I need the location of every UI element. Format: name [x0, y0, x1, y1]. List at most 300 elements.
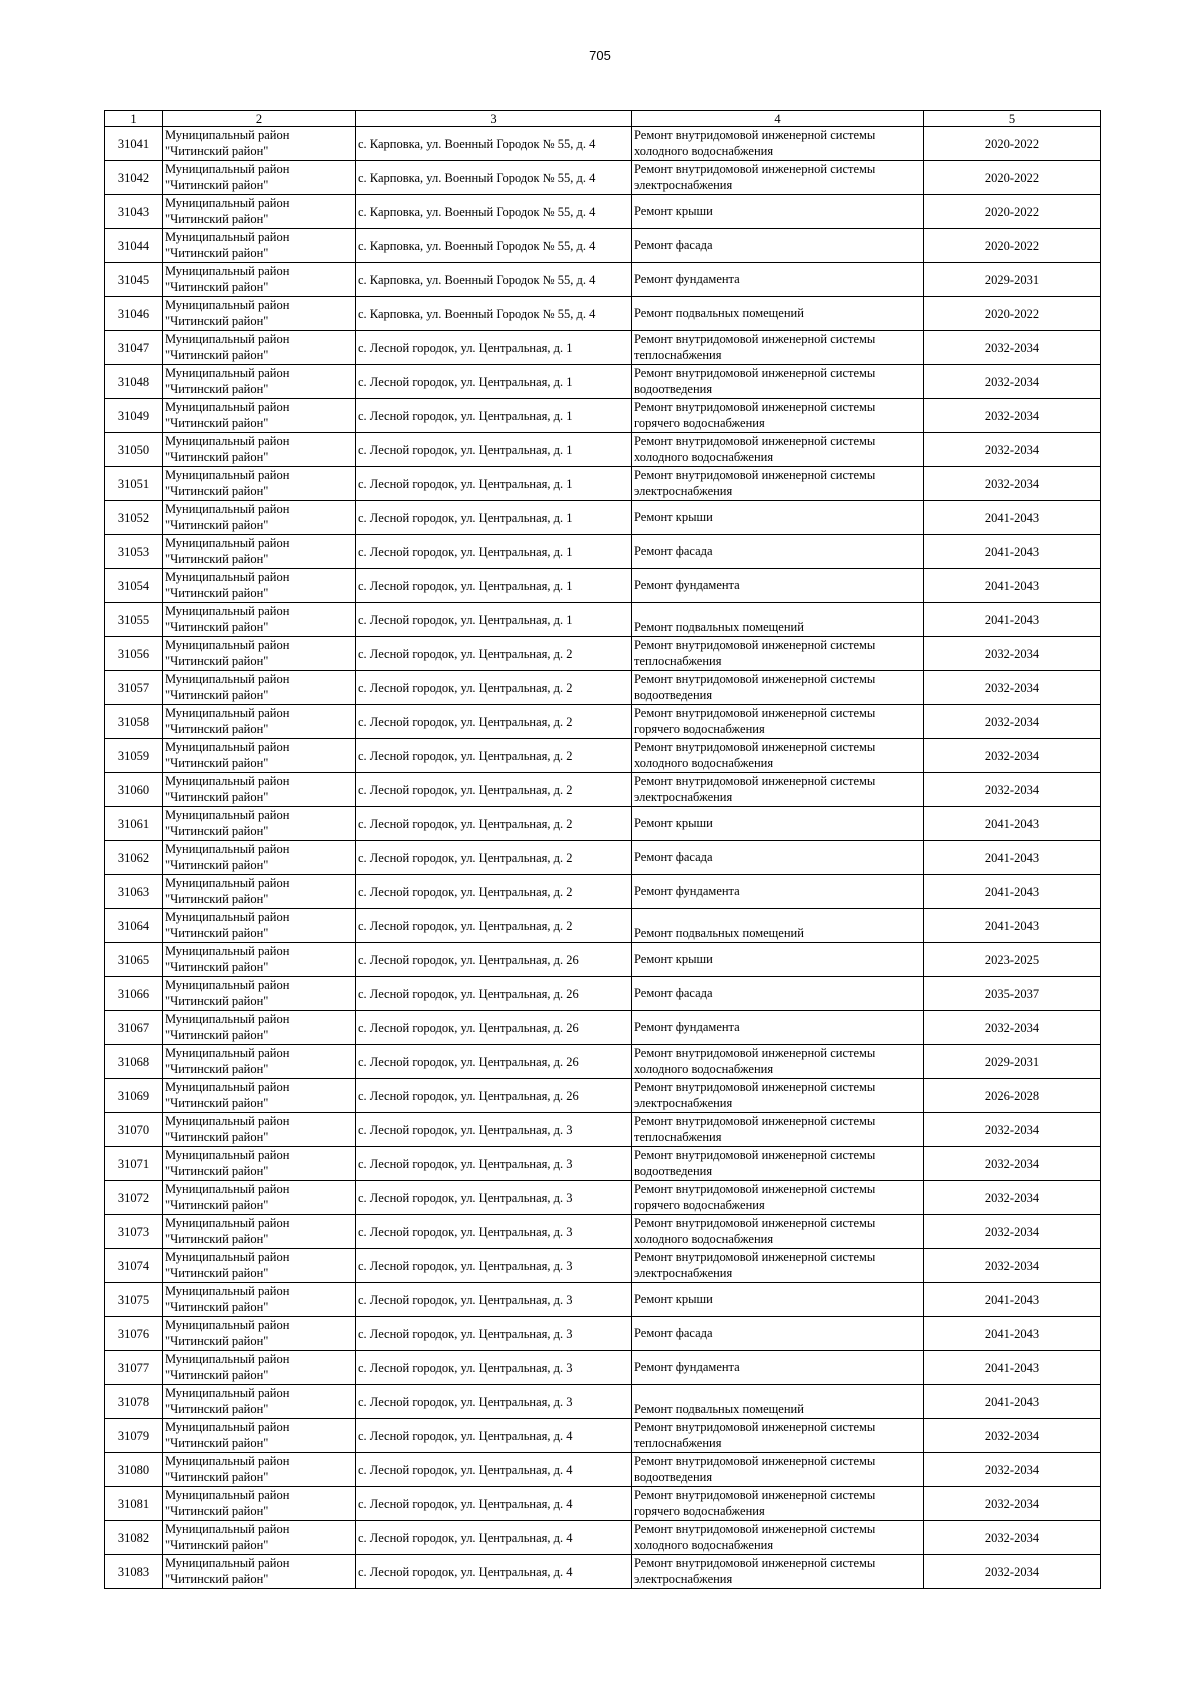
- work-type-line-2: теплоснабжения: [634, 1129, 722, 1144]
- table-row: [105, 603, 1101, 637]
- period-cell: 2032-2034: [924, 1453, 1101, 1487]
- municipality-line-1: Муниципальный район: [165, 1454, 290, 1468]
- work-type-line-1: Ремонт внутридомовой инженерной системы: [634, 128, 876, 142]
- table-row: [105, 1079, 1101, 1113]
- work-type-line-1: Ремонт внутридомовой инженерной системы: [634, 366, 876, 380]
- municipality-cell: [163, 909, 356, 943]
- work-type-cell: [632, 1011, 924, 1045]
- row-number-cell: 31042: [105, 161, 163, 195]
- municipality-line-2: "Читинский район": [165, 245, 269, 260]
- municipality-line-2: "Читинский район": [165, 1061, 269, 1076]
- period-cell: 2032-2034: [924, 705, 1101, 739]
- municipality-line-2: "Читинский район": [165, 415, 269, 430]
- table-row: [105, 1113, 1101, 1147]
- address-cell: с. Лесной городок, ул. Центральная, д. 1: [356, 331, 632, 365]
- municipality-line-1: Муниципальный район: [165, 842, 290, 856]
- column-header-3: 3: [356, 111, 632, 127]
- period-cell: 2026-2028: [924, 1079, 1101, 1113]
- municipality-line-2: "Читинский район": [165, 1027, 269, 1042]
- row-number-cell: 31043: [105, 195, 163, 229]
- work-type-cell: [632, 1147, 924, 1181]
- table-row: [105, 977, 1101, 1011]
- work-type-line-2: холодного водоснабжения: [634, 1231, 774, 1246]
- column-header-1: 1: [105, 111, 163, 127]
- period-cell: 2032-2034: [924, 773, 1101, 807]
- municipality-line-1: Муниципальный район: [165, 808, 290, 822]
- table-row: [105, 875, 1101, 909]
- work-type-cell: [632, 1453, 924, 1487]
- work-type-line-2: горячего водоснабжения: [634, 721, 765, 736]
- row-number-cell: 31072: [105, 1181, 163, 1215]
- column-header-4: 4: [632, 111, 924, 127]
- work-type-cell: [632, 331, 924, 365]
- address-cell: с. Лесной городок, ул. Центральная, д. 3: [356, 1249, 632, 1283]
- municipality-cell: [163, 195, 356, 229]
- work-type-line-1: Ремонт внутридомовой инженерной системы: [634, 1182, 876, 1196]
- table-row: [105, 739, 1101, 773]
- work-type-line-1: Ремонт фундамента: [634, 271, 740, 286]
- row-number-cell: 31073: [105, 1215, 163, 1249]
- work-type-cell: [632, 1045, 924, 1079]
- municipality-line-2: "Читинский район": [165, 177, 269, 192]
- municipality-line-1: Муниципальный район: [165, 502, 290, 516]
- work-type-cell: [632, 229, 924, 263]
- work-type-line-2: водоотведения: [634, 381, 713, 396]
- municipality-line-1: Муниципальный район: [165, 1148, 290, 1162]
- work-type-line-2: горячего водоснабжения: [634, 1197, 765, 1212]
- municipality-cell: [163, 297, 356, 331]
- work-type-cell: [632, 1283, 924, 1317]
- period-cell: 2020-2022: [924, 161, 1101, 195]
- work-type-cell: [632, 1079, 924, 1113]
- municipality-cell: [163, 807, 356, 841]
- municipality-line-2: "Читинский район": [165, 143, 269, 158]
- row-number-cell: 31045: [105, 263, 163, 297]
- table-row: [105, 399, 1101, 433]
- row-number-cell: 31063: [105, 875, 163, 909]
- row-number-cell: 31071: [105, 1147, 163, 1181]
- municipality-line-2: "Читинский район": [165, 925, 269, 940]
- work-type-line-2: холодного водоснабжения: [634, 1061, 774, 1076]
- table-row: [105, 1521, 1101, 1555]
- row-number-cell: 31070: [105, 1113, 163, 1147]
- municipality-cell: [163, 1385, 356, 1419]
- table-row: [105, 127, 1101, 161]
- period-cell: 2020-2022: [924, 229, 1101, 263]
- work-type-line-1: Ремонт крыши: [634, 815, 713, 830]
- municipality-line-1: Муниципальный район: [165, 1352, 290, 1366]
- table-row: [105, 1555, 1101, 1589]
- work-type-line-1: Ремонт внутридомовой инженерной системы: [634, 740, 876, 754]
- work-type-cell: [632, 1181, 924, 1215]
- work-type-line-2: электроснабжения: [634, 1265, 733, 1280]
- row-number-cell: 31044: [105, 229, 163, 263]
- work-type-line-1: Ремонт фасада: [634, 237, 713, 252]
- period-cell: 2020-2022: [924, 127, 1101, 161]
- municipality-cell: [163, 501, 356, 535]
- work-type-line-1: Ремонт внутридомовой инженерной системы: [634, 672, 876, 686]
- municipality-cell: [163, 1283, 356, 1317]
- municipality-cell: [163, 637, 356, 671]
- row-number-cell: 31055: [105, 603, 163, 637]
- period-cell: 2032-2034: [924, 1113, 1101, 1147]
- row-number-cell: 31051: [105, 467, 163, 501]
- municipality-cell: [163, 1351, 356, 1385]
- table-row: [105, 467, 1101, 501]
- table-row: [105, 1487, 1101, 1521]
- table-row: [105, 943, 1101, 977]
- work-type-line-2: горячего водоснабжения: [634, 415, 765, 430]
- table-row: [105, 365, 1101, 399]
- municipality-line-1: Муниципальный район: [165, 332, 290, 346]
- municipality-line-1: Муниципальный район: [165, 1250, 290, 1264]
- municipality-line-1: Муниципальный район: [165, 1012, 290, 1026]
- municipality-line-1: Муниципальный район: [165, 1386, 290, 1400]
- period-cell: 2041-2043: [924, 807, 1101, 841]
- period-cell: 2032-2034: [924, 1555, 1101, 1589]
- column-header-5: 5: [924, 111, 1101, 127]
- address-cell: с. Лесной городок, ул. Центральная, д. 1: [356, 433, 632, 467]
- work-type-line-2: холодного водоснабжения: [634, 1537, 774, 1552]
- table-row: [105, 433, 1101, 467]
- municipality-cell: [163, 1147, 356, 1181]
- table-row: [105, 1249, 1101, 1283]
- work-type-line-1: Ремонт внутридомовой инженерной системы: [634, 1080, 876, 1094]
- work-type-cell: [632, 841, 924, 875]
- work-type-cell: [632, 1555, 924, 1589]
- period-cell: 2041-2043: [924, 875, 1101, 909]
- municipality-cell: [163, 943, 356, 977]
- municipality-line-1: Муниципальный район: [165, 978, 290, 992]
- municipality-cell: [163, 1453, 356, 1487]
- table-row: [105, 637, 1101, 671]
- address-cell: с. Лесной городок, ул. Центральная, д. 3: [356, 1147, 632, 1181]
- municipality-line-1: Муниципальный район: [165, 876, 290, 890]
- period-cell: 2032-2034: [924, 331, 1101, 365]
- period-cell: 2035-2037: [924, 977, 1101, 1011]
- work-type-line-1: Ремонт внутридомовой инженерной системы: [634, 1216, 876, 1230]
- period-cell: 2032-2034: [924, 1419, 1101, 1453]
- row-number-cell: 31078: [105, 1385, 163, 1419]
- table-row: [105, 569, 1101, 603]
- work-type-line-1: Ремонт фасада: [634, 985, 713, 1000]
- municipality-line-2: "Читинский район": [165, 1571, 269, 1586]
- work-type-line-2: водоотведения: [634, 687, 713, 702]
- municipality-cell: [163, 331, 356, 365]
- period-cell: 2032-2034: [924, 467, 1101, 501]
- period-cell: 2020-2022: [924, 195, 1101, 229]
- work-type-line-1: Ремонт крыши: [634, 509, 713, 524]
- municipality-line-1: Муниципальный район: [165, 264, 290, 278]
- municipality-cell: [163, 1555, 356, 1589]
- table-row: [105, 1317, 1101, 1351]
- work-type-line-2: холодного водоснабжения: [634, 143, 774, 158]
- work-type-cell: [632, 365, 924, 399]
- work-type-cell: [632, 1385, 924, 1419]
- work-type-line-2: холодного водоснабжения: [634, 755, 774, 770]
- row-number-cell: 31053: [105, 535, 163, 569]
- municipality-line-2: "Читинский район": [165, 993, 269, 1008]
- table-row: [105, 1283, 1101, 1317]
- row-number-cell: 31054: [105, 569, 163, 603]
- municipality-cell: [163, 1317, 356, 1351]
- period-cell: 2029-2031: [924, 1045, 1101, 1079]
- work-type-cell: [632, 1249, 924, 1283]
- address-cell: с. Лесной городок, ул. Центральная, д. 1: [356, 603, 632, 637]
- column-header-2: 2: [163, 111, 356, 127]
- period-cell: 2041-2043: [924, 841, 1101, 875]
- work-type-line-2: электроснабжения: [634, 1571, 733, 1586]
- municipality-line-2: "Читинский район": [165, 1265, 269, 1280]
- work-type-line-1: Ремонт внутридомовой инженерной системы: [634, 706, 876, 720]
- period-cell: 2029-2031: [924, 263, 1101, 297]
- address-cell: с. Карповка, ул. Военный Городок № 55, д. 4: [356, 297, 632, 331]
- address-cell: с. Лесной городок, ул. Центральная, д. 26: [356, 943, 632, 977]
- work-type-cell: [632, 535, 924, 569]
- work-type-line-2: теплоснабжения: [634, 347, 722, 362]
- table-row: [105, 1419, 1101, 1453]
- municipality-cell: [163, 365, 356, 399]
- work-type-cell: [632, 501, 924, 535]
- work-type-cell: [632, 433, 924, 467]
- address-cell: с. Лесной городок, ул. Центральная, д. 4: [356, 1419, 632, 1453]
- work-type-cell: [632, 705, 924, 739]
- work-type-line-1: Ремонт фундамента: [634, 1359, 740, 1374]
- address-cell: с. Лесной городок, ул. Центральная, д. 4: [356, 1555, 632, 1589]
- municipality-line-2: "Читинский район": [165, 619, 269, 634]
- municipality-line-2: "Читинский район": [165, 585, 269, 600]
- municipality-cell: [163, 1181, 356, 1215]
- work-type-cell: [632, 297, 924, 331]
- municipality-line-1: Муниципальный район: [165, 162, 290, 176]
- work-type-line-1: Ремонт фасада: [634, 849, 713, 864]
- work-type-line-1: Ремонт крыши: [634, 951, 713, 966]
- address-cell: с. Лесной городок, ул. Центральная, д. 3: [356, 1113, 632, 1147]
- period-cell: 2041-2043: [924, 603, 1101, 637]
- municipality-cell: [163, 1113, 356, 1147]
- municipality-line-2: "Читинский район": [165, 1231, 269, 1246]
- table-row: [105, 1011, 1101, 1045]
- municipality-cell: [163, 603, 356, 637]
- table-row: [105, 1385, 1101, 1419]
- work-type-cell: [632, 671, 924, 705]
- address-cell: с. Лесной городок, ул. Центральная, д. 26: [356, 1045, 632, 1079]
- municipality-cell: [163, 875, 356, 909]
- work-type-line-1: Ремонт фасада: [634, 1325, 713, 1340]
- municipality-cell: [163, 977, 356, 1011]
- work-type-cell: [632, 1113, 924, 1147]
- table-row: [105, 229, 1101, 263]
- repair-schedule-table: [104, 110, 1101, 1589]
- address-cell: с. Карповка, ул. Военный Городок № 55, д. 4: [356, 127, 632, 161]
- period-cell: 2023-2025: [924, 943, 1101, 977]
- row-number-cell: 31057: [105, 671, 163, 705]
- municipality-line-1: Муниципальный район: [165, 434, 290, 448]
- work-type-cell: [632, 1215, 924, 1249]
- row-number-cell: 31083: [105, 1555, 163, 1589]
- address-cell: с. Лесной городок, ул. Центральная, д. 2: [356, 671, 632, 705]
- work-type-line-1: Ремонт внутридомовой инженерной системы: [634, 1522, 876, 1536]
- municipality-line-1: Муниципальный район: [165, 706, 290, 720]
- work-type-line-1: Ремонт фундамента: [634, 883, 740, 898]
- row-number-cell: 31082: [105, 1521, 163, 1555]
- work-type-cell: [632, 807, 924, 841]
- municipality-cell: [163, 671, 356, 705]
- municipality-line-1: Муниципальный район: [165, 910, 290, 924]
- work-type-line-1: Ремонт подвальных помещений: [634, 305, 804, 320]
- table-row: [105, 161, 1101, 195]
- municipality-line-2: "Читинский район": [165, 381, 269, 396]
- municipality-line-2: "Читинский район": [165, 279, 269, 294]
- table-row: [105, 501, 1101, 535]
- municipality-line-1: Муниципальный район: [165, 298, 290, 312]
- work-type-line-1: Ремонт фундамента: [634, 1019, 740, 1034]
- municipality-line-2: "Читинский район": [165, 483, 269, 498]
- municipality-line-1: Муниципальный район: [165, 1046, 290, 1060]
- address-cell: с. Лесной городок, ул. Центральная, д. 3: [356, 1181, 632, 1215]
- work-type-line-1: Ремонт внутридомовой инженерной системы: [634, 1556, 876, 1570]
- work-type-cell: [632, 1487, 924, 1521]
- municipality-line-2: "Читинский район": [165, 857, 269, 872]
- address-cell: с. Лесной городок, ул. Центральная, д. 2: [356, 875, 632, 909]
- address-cell: с. Карповка, ул. Военный Городок № 55, д. 4: [356, 229, 632, 263]
- address-cell: с. Лесной городок, ул. Центральная, д. 2: [356, 909, 632, 943]
- period-cell: 2041-2043: [924, 569, 1101, 603]
- table-row: [105, 773, 1101, 807]
- work-type-line-2: водоотведения: [634, 1469, 713, 1484]
- period-cell: 2041-2043: [924, 535, 1101, 569]
- period-cell: 2041-2043: [924, 1283, 1101, 1317]
- row-number-cell: 31066: [105, 977, 163, 1011]
- row-number-cell: 31081: [105, 1487, 163, 1521]
- municipality-line-2: "Читинский район": [165, 551, 269, 566]
- municipality-cell: [163, 1011, 356, 1045]
- work-type-line-1: Ремонт внутридомовой инженерной системы: [634, 1420, 876, 1434]
- work-type-cell: [632, 875, 924, 909]
- municipality-cell: [163, 1521, 356, 1555]
- work-type-cell: [632, 1521, 924, 1555]
- row-number-cell: 31052: [105, 501, 163, 535]
- address-cell: с. Карповка, ул. Военный Городок № 55, д. 4: [356, 263, 632, 297]
- work-type-line-2: горячего водоснабжения: [634, 1503, 765, 1518]
- address-cell: с. Лесной городок, ул. Центральная, д. 1: [356, 569, 632, 603]
- work-type-cell: [632, 467, 924, 501]
- row-number-cell: 31067: [105, 1011, 163, 1045]
- municipality-line-1: Муниципальный район: [165, 944, 290, 958]
- municipality-line-2: "Читинский район": [165, 1333, 269, 1348]
- table-row: [105, 331, 1101, 365]
- municipality-line-1: Муниципальный район: [165, 638, 290, 652]
- work-type-cell: [632, 739, 924, 773]
- municipality-cell: [163, 841, 356, 875]
- work-type-line-1: Ремонт подвальных помещений: [634, 619, 804, 634]
- municipality-line-1: Муниципальный район: [165, 468, 290, 482]
- municipality-line-2: "Читинский район": [165, 1537, 269, 1552]
- municipality-cell: [163, 399, 356, 433]
- page-number: 705: [589, 48, 611, 63]
- municipality-line-2: "Читинский район": [165, 517, 269, 532]
- work-type-line-1: Ремонт внутридомовой инженерной системы: [634, 162, 876, 176]
- row-number-cell: 31069: [105, 1079, 163, 1113]
- municipality-line-1: Муниципальный район: [165, 230, 290, 244]
- municipality-line-2: "Читинский район": [165, 211, 269, 226]
- work-type-line-1: Ремонт внутридомовой инженерной системы: [634, 468, 876, 482]
- work-type-line-1: Ремонт внутридомовой инженерной системы: [634, 774, 876, 788]
- municipality-line-1: Муниципальный район: [165, 128, 290, 142]
- municipality-line-2: "Читинский район": [165, 1367, 269, 1382]
- work-type-line-2: электроснабжения: [634, 789, 733, 804]
- period-cell: 2032-2034: [924, 365, 1101, 399]
- work-type-cell: [632, 569, 924, 603]
- municipality-line-1: Муниципальный район: [165, 1420, 290, 1434]
- table-row: [105, 195, 1101, 229]
- address-cell: с. Лесной городок, ул. Центральная, д. 2: [356, 705, 632, 739]
- row-number-cell: 31068: [105, 1045, 163, 1079]
- municipality-cell: [163, 161, 356, 195]
- municipality-line-1: Муниципальный район: [165, 604, 290, 618]
- work-type-line-1: Ремонт внутридомовой инженерной системы: [634, 1250, 876, 1264]
- address-cell: с. Лесной городок, ул. Центральная, д. 4: [356, 1453, 632, 1487]
- municipality-line-2: "Читинский район": [165, 313, 269, 328]
- address-cell: с. Лесной городок, ул. Центральная, д. 1: [356, 365, 632, 399]
- municipality-line-1: Муниципальный район: [165, 1284, 290, 1298]
- municipality-cell: [163, 433, 356, 467]
- row-number-cell: 31050: [105, 433, 163, 467]
- municipality-cell: [163, 773, 356, 807]
- work-type-line-2: электроснабжения: [634, 483, 733, 498]
- period-cell: 2032-2034: [924, 433, 1101, 467]
- address-cell: с. Лесной городок, ул. Центральная, д. 1: [356, 467, 632, 501]
- municipality-line-1: Муниципальный район: [165, 400, 290, 414]
- period-cell: 2041-2043: [924, 909, 1101, 943]
- work-type-cell: [632, 977, 924, 1011]
- table-row: [105, 909, 1101, 943]
- work-type-line-1: Ремонт внутридомовой инженерной системы: [634, 400, 876, 414]
- municipality-cell: [163, 1079, 356, 1113]
- period-cell: 2041-2043: [924, 1317, 1101, 1351]
- municipality-cell: [163, 1249, 356, 1283]
- table-row: [105, 263, 1101, 297]
- municipality-line-1: Муниципальный район: [165, 366, 290, 380]
- work-type-line-1: Ремонт подвальных помещений: [634, 1401, 804, 1416]
- municipality-line-2: "Читинский район": [165, 653, 269, 668]
- table-row: [105, 1181, 1101, 1215]
- municipality-line-1: Муниципальный район: [165, 1488, 290, 1502]
- table-header: [105, 111, 1101, 127]
- municipality-line-2: "Читинский район": [165, 449, 269, 464]
- municipality-line-2: "Читинский район": [165, 959, 269, 974]
- row-number-cell: 31080: [105, 1453, 163, 1487]
- table-row: [105, 841, 1101, 875]
- address-cell: с. Лесной городок, ул. Центральная, д. 2: [356, 807, 632, 841]
- municipality-line-2: "Читинский район": [165, 789, 269, 804]
- period-cell: 2032-2034: [924, 1487, 1101, 1521]
- work-type-cell: [632, 1419, 924, 1453]
- period-cell: 2032-2034: [924, 739, 1101, 773]
- row-number-cell: 31056: [105, 637, 163, 671]
- table-row: [105, 535, 1101, 569]
- row-number-cell: 31046: [105, 297, 163, 331]
- municipality-line-2: "Читинский район": [165, 1163, 269, 1178]
- address-cell: с. Лесной городок, ул. Центральная, д. 3: [356, 1351, 632, 1385]
- row-number-cell: 31060: [105, 773, 163, 807]
- address-cell: с. Лесной городок, ул. Центральная, д. 3: [356, 1283, 632, 1317]
- address-cell: с. Карповка, ул. Военный Городок № 55, д. 4: [356, 195, 632, 229]
- row-number-cell: 31079: [105, 1419, 163, 1453]
- row-number-cell: 31065: [105, 943, 163, 977]
- municipality-cell: [163, 1487, 356, 1521]
- period-cell: 2032-2034: [924, 1011, 1101, 1045]
